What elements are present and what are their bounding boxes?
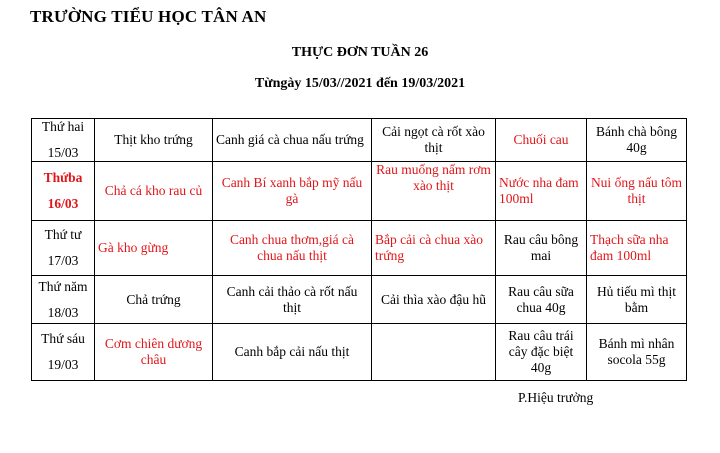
day-name: Thứba (43, 170, 83, 185)
day-date: 15/03 (47, 145, 79, 160)
day-date: 19/03 (47, 357, 79, 372)
day-date: 17/03 (47, 253, 79, 268)
day-cell (32, 276, 95, 324)
day-cell (32, 324, 95, 381)
dish-cell: Nui ống nấu tôm thịt (587, 162, 687, 221)
date-range: Từngày 15/03//2021 đến 19/03/2021 (254, 76, 466, 91)
dish-cell: Chả trứng (95, 276, 213, 324)
table-row (32, 162, 687, 221)
menu-title: THỰC ĐƠN TUẦN 26 (291, 45, 429, 60)
table-row (32, 119, 687, 162)
dish-cell: Nước nha đam 100ml (496, 162, 587, 221)
dish-cell: Canh Bí xanh bắp mỹ nấu gà (213, 162, 372, 221)
signer-title: P.Hiệu trưởng (518, 390, 594, 405)
day-name: Thứ năm (38, 278, 88, 294)
dish-cell: Bánh mì nhân socola 55g (587, 324, 687, 381)
day-name: Thứ sáu (41, 331, 85, 346)
dish-cell: Rau câu trái cây đặc biệt 40g (496, 324, 587, 381)
dish-cell (372, 324, 496, 381)
table-row (32, 221, 687, 276)
dish-cell: Thạch sữa nha đam 100ml (587, 221, 687, 276)
dish-cell: Cải ngọt cà rốt xào thịt (372, 119, 496, 162)
dish-cell: Bắp cải cà chua xào trứng (372, 221, 496, 276)
dish-cell: Thịt kho trứng (95, 119, 213, 162)
table-row (32, 324, 687, 381)
day-date: 16/03 (47, 196, 79, 211)
day-cell (32, 221, 95, 276)
dish-cell: Rau muống nấm rơm xào thịt (372, 162, 496, 221)
dish-cell: Hủ tiếu mì thịt bằm (587, 276, 687, 324)
dish-cell: Rau câu sữa chua 40g (496, 276, 587, 324)
day-date: 18/03 (47, 304, 79, 320)
weekly-menu-table (31, 118, 687, 381)
dish-cell: Canh giá cà chua nấu trứng (213, 119, 372, 162)
dish-cell: Canh cải thảo cà rốt nấu thịt (213, 276, 372, 324)
dish-cell: Gà kho gừng (95, 221, 213, 276)
dish-cell: Rau câu bông mai (496, 221, 587, 276)
day-cell (32, 162, 95, 221)
dish-cell: Canh chua thơm,giá cà chua nấu thịt (213, 221, 372, 276)
dish-cell: Canh bắp cải nấu thịt (213, 324, 372, 381)
day-cell (32, 119, 95, 162)
day-name: Thứ tư (44, 227, 82, 242)
school-name: TRƯỜNG TIỂU HỌC TÂN AN (30, 7, 267, 26)
dish-cell: Chuối cau (496, 119, 587, 162)
dish-cell: Cải thìa xào đậu hũ (372, 276, 496, 324)
dish-cell: Chả cá kho rau củ (95, 162, 213, 221)
dish-cell: Cơm chiên dương châu (95, 324, 213, 381)
day-name: Thứ hai (41, 119, 85, 134)
dish-cell: Bánh chà bông 40g (587, 119, 687, 162)
table-row (32, 276, 687, 324)
